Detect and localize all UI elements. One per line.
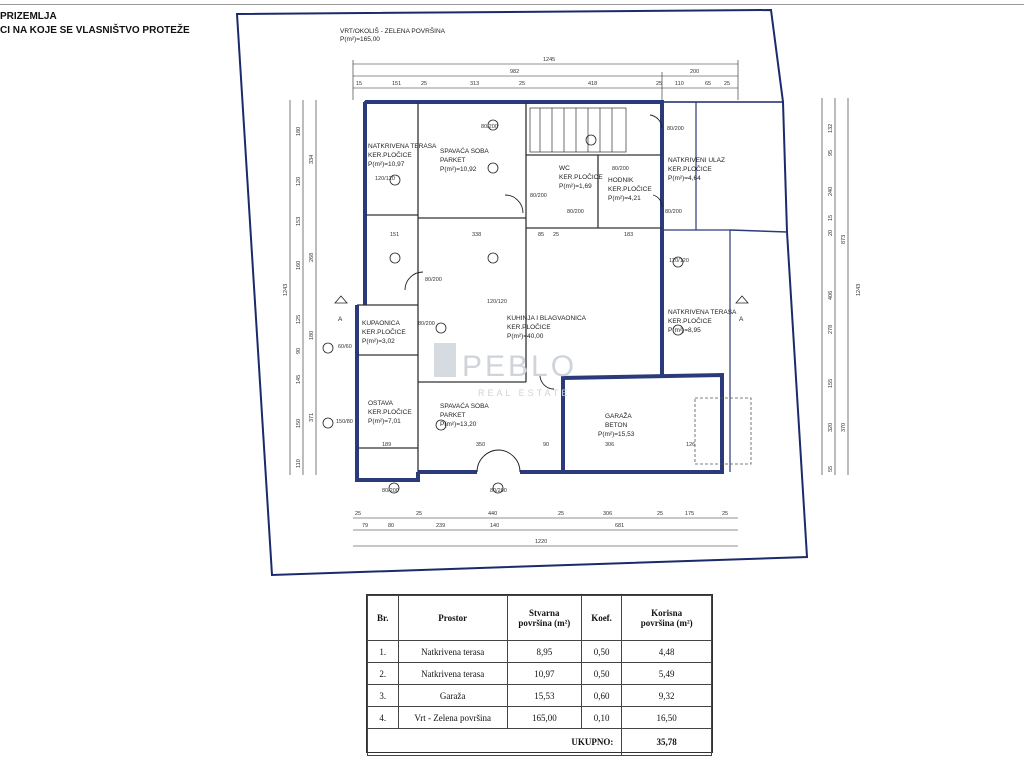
dim-bottom: 239 — [436, 523, 446, 529]
table-header-row — [368, 596, 712, 641]
cell-coef: 0,60 — [581, 685, 622, 707]
dim-bottom: 25 — [558, 511, 565, 517]
cell-coef: 0,50 — [581, 663, 622, 685]
dim-right: 873 — [841, 234, 847, 244]
cell-coef: 0,50 — [581, 641, 622, 663]
plot-boundary — [237, 10, 807, 575]
dim-right: 370 — [841, 422, 847, 432]
right-dimensions — [822, 98, 848, 475]
cell-coef: 0,10 — [581, 707, 622, 729]
door-arc — [498, 450, 520, 472]
inner-dim: 338 — [472, 232, 482, 238]
dim-right: 278 — [828, 324, 834, 334]
room-name: NATKRIVENA TERASA — [668, 309, 737, 316]
dim-bottom: 79 — [362, 523, 369, 529]
inner-dim: 85 — [538, 232, 545, 238]
table-total-row — [368, 729, 712, 756]
dim-right: 15 — [828, 214, 834, 221]
room-finish: PARKET — [440, 157, 466, 164]
dim-top-r3-6: 25 — [656, 81, 663, 87]
door-label: 120/120 — [375, 176, 395, 182]
dim-top-r3-1: 151 — [392, 81, 402, 87]
door-arc — [405, 272, 423, 290]
dim-bottom: 681 — [615, 523, 625, 529]
dim-right: 406 — [828, 290, 834, 300]
dim-bottom: 306 — [603, 511, 613, 517]
dim-right: 240 — [828, 186, 834, 196]
inner-dim: 306 — [605, 442, 615, 448]
col-actual — [507, 596, 581, 641]
cell-no: 2. — [368, 663, 399, 685]
garden-name: VRT/OKOLIŠ - ZELENA POVRŠINA — [340, 28, 445, 35]
door-labels — [336, 124, 689, 494]
left-dimension-labels — [283, 127, 315, 468]
cell-no: 4. — [368, 707, 399, 729]
room-finish: BETON — [605, 422, 628, 429]
cell-usable: 9,32 — [622, 685, 712, 707]
inner-dim: 25 — [553, 232, 560, 238]
dim-left: 110 — [296, 459, 302, 468]
dim-bottom: 25 — [355, 511, 362, 517]
dim-bottom: 140 — [490, 523, 500, 529]
inner-dim: 90 — [543, 442, 550, 448]
dim-bottom: 80 — [388, 523, 395, 529]
dim-left: 125 — [296, 314, 302, 324]
door-label: 80/200 — [418, 321, 435, 327]
door-label: 80/200 — [490, 488, 507, 494]
room-finish: KER.PLOČICE — [507, 324, 551, 331]
cell-actual: 165,00 — [507, 707, 581, 729]
dim-bottom: 25 — [657, 511, 664, 517]
door-label: 80/200 — [612, 166, 629, 172]
room-finish: KER.PLOČICE — [559, 174, 603, 181]
room-name: SPAVAĆA SOBA — [440, 403, 489, 410]
door-label: 120/120 — [669, 258, 689, 264]
room-name: SPAVAĆA SOBA — [440, 148, 489, 155]
inner-dim: 126 — [686, 442, 696, 448]
room-name: KUPAONICA — [362, 320, 400, 327]
total-value: 35,78 — [622, 729, 712, 756]
cell-no: 1. — [368, 641, 399, 663]
cell-usable: 16,50 — [622, 707, 712, 729]
dim-bottom: 175 — [685, 511, 695, 517]
dim-right: 95 — [828, 149, 834, 156]
door-label: 150/80 — [336, 419, 353, 425]
room-finish: KER.PLOČICE — [362, 329, 406, 336]
watermark-subtext: REAL ESTATE — [478, 388, 571, 398]
col-usable — [622, 596, 712, 641]
inner-dim: 183 — [624, 232, 634, 238]
door-arc — [505, 195, 523, 213]
cell-usable: 4,48 — [622, 641, 712, 663]
cell-space: Natkrivena terasa — [398, 641, 507, 663]
cell-space: Natkrivena terasa — [398, 663, 507, 685]
col-actual-l1: Stvarna — [529, 608, 560, 618]
room-area: P(m²)=7,01 — [368, 418, 401, 425]
inner-dim: 350 — [476, 442, 486, 448]
dim-left: 120 — [296, 176, 302, 186]
col-coef: Koef. — [581, 596, 622, 641]
room-name: WC — [559, 165, 570, 172]
room-finish: KER.PLOČICE — [368, 152, 412, 159]
room-name: HODNIK — [608, 177, 634, 184]
header-subtitle: CI NA KOJE SE VLASNIŠTVO PROTEŽE — [0, 25, 190, 36]
dim-left: 145 — [296, 374, 302, 384]
room-name: NATKRIVENA TERASA — [368, 143, 437, 150]
dim-right: 132 — [828, 123, 834, 133]
door-label: 120/120 — [487, 299, 507, 305]
section-mark-right: A — [739, 316, 744, 323]
terrace-boundary-link — [730, 230, 787, 232]
interior-dimension-labels — [382, 232, 695, 448]
top-dimensions — [353, 60, 738, 100]
garden-area: P(m²)=165,00 — [340, 36, 380, 43]
cell-actual: 8,95 — [507, 641, 581, 663]
dim-right: 20 — [828, 229, 834, 236]
room-area: P(m²)=15,53 — [598, 431, 635, 438]
cell-no: 3. — [368, 685, 399, 707]
dim-left: 334 — [309, 154, 315, 164]
area-table-frame — [366, 594, 713, 753]
table-row — [368, 685, 712, 707]
room-area: P(m²)=40,00 — [507, 333, 544, 340]
room-area: P(m²)=13,20 — [440, 421, 477, 428]
dim-top-r3-3: 313 — [470, 81, 480, 87]
dim-left: 180 — [309, 330, 315, 340]
table-row — [368, 641, 712, 663]
table-row — [368, 707, 712, 729]
col-space: Prostor — [398, 596, 507, 641]
staircase — [530, 108, 626, 152]
cell-actual: 15,53 — [507, 685, 581, 707]
door-label: 80/200 — [530, 193, 547, 199]
dim-top-total: 1245 — [543, 57, 556, 63]
watermark-logo — [434, 343, 456, 377]
room-finish: KER.PLOČICE — [668, 318, 712, 325]
bottom-dimension-labels — [355, 511, 728, 545]
room-area: P(m²)=4,21 — [608, 195, 641, 202]
dim-left: 90 — [296, 347, 302, 354]
terrace-east-outline — [662, 230, 730, 472]
room-finish: KER.PLOČICE — [368, 409, 412, 416]
dim-top-r3-7: 110 — [675, 81, 684, 87]
cell-actual: 10,97 — [507, 663, 581, 685]
door-label: 80/200 — [667, 126, 684, 132]
dim-bottom: 25 — [416, 511, 423, 517]
inner-dim: 189 — [382, 442, 392, 448]
dim-right: 155 — [828, 378, 834, 388]
dim-left-total: 1243 — [283, 283, 289, 296]
door-arc — [477, 450, 499, 472]
dim-top-r3-0: 15 — [356, 81, 363, 87]
dim-top-r3-4: 25 — [519, 81, 526, 87]
col-no: Br. — [368, 596, 399, 641]
right-dimension-labels — [828, 124, 862, 472]
dim-top-r3-9: 25 — [724, 81, 731, 87]
door-label: 60/60 — [338, 344, 352, 350]
room-area: P(m²)=1,69 — [559, 183, 592, 190]
room-name: OSTAVA — [368, 400, 393, 407]
header-title: PRIZEMLJA — [0, 11, 57, 22]
dim-top-r3-2: 25 — [421, 81, 428, 87]
dim-top-r3-5: 418 — [588, 81, 598, 87]
room-area: P(m²)=4,64 — [668, 175, 701, 182]
room-name: KUHINJA I BLAGVAONICA — [507, 315, 586, 322]
room-area: P(m²)=10,97 — [368, 161, 405, 168]
dim-top-row3 — [356, 81, 730, 87]
dim-top-row2-b: 200 — [690, 69, 700, 75]
door-label: 80/200 — [382, 488, 399, 494]
col-usable-l2: površina (m²) — [640, 618, 693, 628]
room-finish: PARKET — [440, 412, 466, 419]
room-area: P(m²)=8,95 — [668, 327, 701, 334]
stair-outline — [530, 108, 626, 152]
table-row — [368, 663, 712, 685]
dim-right: 320 — [828, 422, 834, 432]
room-area: P(m²)=3,02 — [362, 338, 395, 345]
cell-space: Garaža — [398, 685, 507, 707]
dim-bottom-total: 1220 — [535, 539, 548, 545]
area-table — [367, 595, 712, 756]
dim-top-r3-8: 65 — [705, 81, 712, 87]
section-mark-left: A — [338, 316, 343, 323]
room-finish: KER.PLOČICE — [668, 166, 712, 173]
door-label: 80/200 — [481, 124, 498, 130]
col-actual-l2: površina (m²) — [518, 618, 571, 628]
room-name: GARAŽA — [605, 413, 632, 420]
room-area: P(m²)=10,92 — [440, 166, 477, 173]
dim-left: 150 — [296, 418, 302, 428]
door-label: 80/200 — [425, 277, 442, 283]
dim-left: 180 — [296, 126, 302, 136]
door-label: 80/200 — [567, 209, 584, 215]
total-label: UKUPNO: — [368, 729, 622, 756]
cell-usable: 5,49 — [622, 663, 712, 685]
dim-left: 268 — [309, 252, 315, 262]
dim-top-row2-a: 982 — [510, 69, 520, 75]
inner-dim: 151 — [390, 232, 400, 238]
dim-bottom: 440 — [488, 511, 498, 517]
dim-left: 160 — [296, 260, 302, 270]
col-usable-l1: Korisna — [651, 608, 683, 618]
door-label: 80/200 — [665, 209, 682, 215]
cell-space: Vrt - Zelena površina — [398, 707, 507, 729]
room-name: NATKRIVENI ULAZ — [668, 157, 725, 164]
dim-right-total: 1243 — [856, 283, 862, 296]
room-finish: KER.PLOČICE — [608, 186, 652, 193]
dim-bottom: 25 — [722, 511, 729, 517]
dim-left: 153 — [296, 216, 302, 226]
dim-right: 55 — [828, 465, 834, 472]
section-marks — [335, 296, 748, 303]
watermark-text: PEBLO — [462, 350, 578, 383]
dim-left: 371 — [309, 412, 315, 422]
